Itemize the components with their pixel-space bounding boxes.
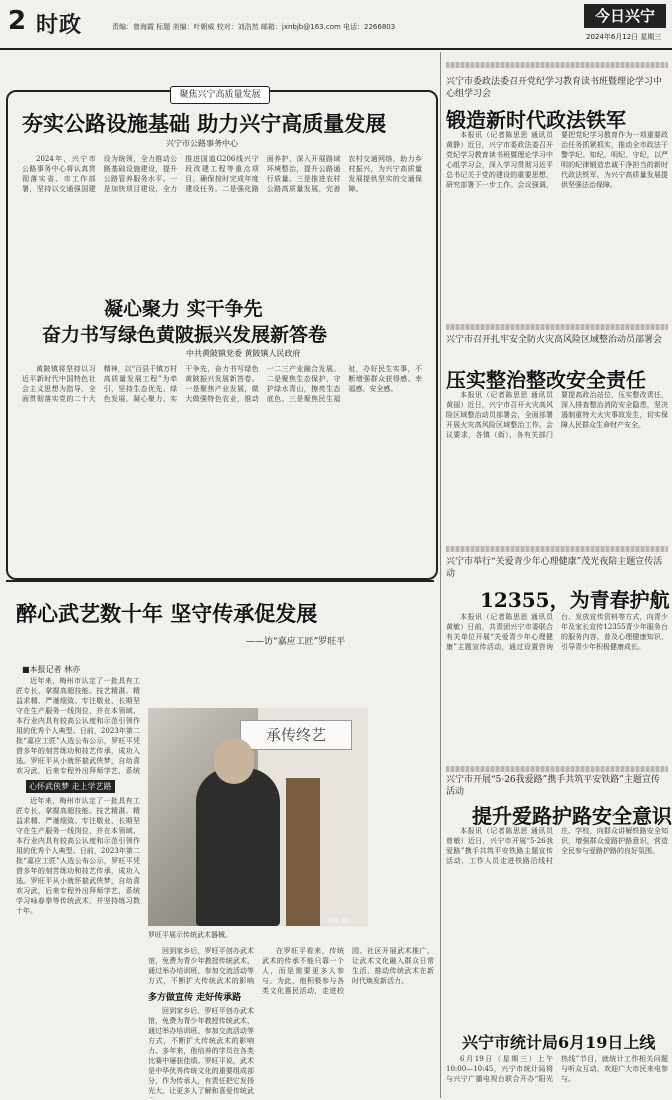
issue-date: 2024年6月12日 星期三	[586, 33, 662, 41]
news5-title: 兴宁市统计局6月19日上线	[462, 1033, 656, 1052]
photo-caption: 罗旺平展示传统武术器械。	[148, 931, 232, 939]
article3-reporter: ■本报记者 林亦	[22, 665, 81, 674]
article3-title: 醉心武艺数十年 坚守传承促发展	[16, 601, 318, 626]
news4-bar	[446, 766, 668, 772]
person-figure-icon	[196, 768, 280, 926]
editor-credits: 责编：曾海霞 标题 美编：叶朝威 校对：刘浩然 邮箱：jxnbjb@163.com 电话：2266803	[112, 23, 396, 31]
news2-body	[446, 390, 668, 550]
article3-body-left	[16, 676, 140, 774]
news2-kicker: 兴宁市召开扎牢安全防火灾高风险区域整治动员部署会	[446, 335, 663, 345]
wooden-dummy-icon	[286, 778, 320, 926]
article1-text: 2024年，兴宁市公路事务中心将认真贯彻落实省、市工作部署，坚持以交通强国建设为统领，全力推动公路基础设施建设，提升公路管养服务水平。一是加快项目建设，全力推进国道G206线兴宁段改建工程等重点项目，确保按时完成年度建设任务。二是强化路面养护，深入开展路域环境整治，提升公路通行质量。三是推进农村公路高质量发展，完善农村交通网络，助力乡村振兴，为兴宁高质量发展提供坚实的交通保障。	[22, 155, 422, 193]
news3-body	[446, 612, 668, 764]
article1-byline: 兴宁市公路事务中心	[166, 139, 238, 148]
article2-title-line1: 凝心聚力 实干争先	[104, 298, 263, 320]
article3-subhead1: 心怀武侠梦 走上学艺路	[26, 780, 115, 793]
article2-title-line2: 奋力书写绿色黄陂振兴发展新答卷	[42, 324, 328, 346]
article3-text-right: 在罗旺平看来，传统武术的传承不能只靠一个人，而是需要更多人参与。为此，他积极参与各类文化惠民活动，走进校园、社区开展武术推广，让武术文化融入群众日常生活，推动传统武术在新时代焕发新活力。	[262, 947, 434, 995]
news2-text: 本报讯（记者陈思思 通讯员黄丽）近日，兴宁市召开火灾高风险区域整治动员部署会，全面部署开展火灾高风险区域整治工作。会议要求，各镇（街）、各有关部门要提高政治站位，压实整改责任，深入排查整治消防安全隐患，坚决遏制重特大火灾事故发生，切实保障人民群众生命财产安全。	[446, 391, 668, 439]
article3-text-mid2: 回到家乡后，罗旺平创办武术馆，免费为青少年教授传统武术，通过举办培训班、参加交流活动等方式，不断扩大传统武术的影响力。多年来，他培养的学员在各类比赛中屡获佳绩。罗旺平说，武术是中华优秀传统文化的重要组成部分，作为传承人，有责任把它发扬光大，让更多人了解和喜爱传统武	[148, 1007, 254, 1095]
article3-body-mid2	[148, 1006, 254, 1098]
news5-text: 6月19日（星期三）上午10:00—10:45，兴宁市统计局将与兴宁广播电视台联合开办“阳光热线”节目，就统计工作相关问题与听众互动，欢迎广大市民来电参与。	[446, 1055, 668, 1083]
newspaper-logo: 今日兴宁	[584, 4, 666, 28]
person-head-icon	[214, 738, 254, 784]
news3-text: 本报讯（记者陈思思 通讯员黄敏）日前，共青团兴宁市委联合有关单位开展“关爱青少年心理健康”主题宣传活动，通过设置咨询台、发放宣传资料等方式，向青少年及家长宣传12355青少年服务台的服务内容，普及心理健康知识，引导青少年积极健康成长。	[446, 613, 668, 651]
article3-text-left2: 近年来，梅州市认定了一批具有工匠专长、掌握高超技能、技艺精湛、精益求精、严谨细致、专注敬业、长期坚守在生产服务一线岗位，并在本领域、本行业内具有较高公认度和示范引领作用的优秀个人典型。日前，2023年第二批“嘉应工匠”人选公布公示，罗旺平凭借多年的刻苦练功和技艺传承，成功入选。罗旺平从小就怀揣武侠梦，自幼喜欢习武，后来专程外出拜师学艺，系统学习咏春拳等传统武术，并坚持练习数十年。	[16, 797, 140, 915]
article3-text-mid: 回到家乡后，罗旺平创办武术馆，免费为青少年教授传统武术，通过举办培训班、参加交流活动等方式，不断扩大传统武术的影响	[148, 947, 254, 985]
article1-title: 夯实公路设施基础 助力兴宁高质量发展	[22, 111, 387, 136]
page-number: 2	[8, 6, 27, 36]
article3-photo	[148, 708, 368, 926]
news3-bar	[446, 546, 668, 552]
news1-text: 本报讯（记者陈思思 通讯员黄静）近日，兴宁市委政法委召开党纪学习教育读书班暨理论学习中心组学习会，深入学习贯彻习近平总书记关于党的建设的重要思想，研究部署下一步工作。会议强调，要把党纪学习教育作为一项重要政治任务抓紧抓实，推动全市政法干警学纪、知纪、明纪、守纪，以严明的纪律锻造忠诚干净担当的新时代政法铁军，为兴宁高质量发展提供坚强法治保障。	[446, 131, 668, 189]
masthead	[0, 0, 672, 50]
article1-body	[22, 154, 422, 278]
news2-bar	[446, 324, 668, 330]
article2-body	[22, 364, 422, 568]
news3-title: 12355，为青春护航	[480, 588, 670, 612]
news3-kicker: 兴宁市举行“关爱青少年心理健康”茂光夜陪主题宣传活动	[446, 557, 663, 579]
news5-body	[446, 1054, 668, 1098]
news4-title: 提升爱路护路安全意识	[472, 804, 672, 828]
article3-subtitle: ——访“嘉应工匠”罗旺平	[246, 637, 346, 647]
news1-title: 锻造新时代政法铁军	[446, 108, 626, 132]
article3-body-left2	[16, 796, 140, 1096]
article3-body-mid	[148, 946, 254, 986]
news4-kicker: 兴宁市开展“5·26我爱路”携手共筑平安铁路”主题宣传活动	[446, 775, 660, 797]
news1-kicker: 兴宁市委政法委召开党纪学习教育读书班暨理论学习中心组学习会	[446, 77, 663, 99]
news2-title: 压实整治整改安全责任	[446, 368, 646, 392]
article2-text: 黄陂镇将坚持以习近平新时代中国特色社会主义思想为指导，全面贯彻落实党的二十大精神，以“百县千镇万村高质量发展工程”为牵引，坚持生态优先、绿色发展，凝心聚力、实干争先，奋力书写绿色黄陂振兴发展新答卷。一是聚焦产业发展，做大做强特色农业，推动一二三产业融合发展。二是聚焦生态保护，守护绿水青山，擦亮生态底色。三是聚焦民生福祉，办好民生实事，不断增强群众获得感、幸福感、安全感。	[22, 365, 422, 403]
news4-text: 本报讯（记者陈思思 通讯员曾敏）近日，兴宁市开展“5·26我爱路”携手共筑平安铁路主题宣传活动，工作人员走进铁路沿线村庄、学校，向群众讲解铁路安全知识，增强群众爱路护路意识，营造全民参与爱路护路的良好氛围。	[446, 827, 668, 865]
article2-byline: 中共黄陂镇党委 黄陂镇人民政府	[186, 349, 301, 358]
photo-sign: 承传终艺	[240, 720, 352, 750]
right-column-divider	[440, 52, 441, 1098]
section-name: 时政	[36, 12, 83, 38]
photo-credit: （黄凯 摄）	[322, 918, 354, 925]
article3-top-rule	[6, 580, 434, 582]
news1-body	[446, 130, 668, 316]
article3-subhead2: 多方做宣传 走好传承路	[148, 993, 242, 1003]
article3-text-left: 近年来，梅州市认定了一批具有工匠专长、掌握高超技能、技艺精湛、精益求精、严谨细致、专注敬业、长期坚守在生产服务一线岗位，并在本领域、本行业内具有较高公认度和示范引领作用的优秀个人典型。日前，2023年第二批“嘉应工匠”人选公布公示，罗旺平凭借多年的刻苦练功和技艺传承，成功入选。罗旺平从小就怀揣武侠梦，自幼喜欢习武，后来专程外出拜师学艺，系统	[16, 677, 140, 774]
section-tag: 聚焦兴宁高质量发展	[170, 86, 270, 104]
news1-bar	[446, 62, 668, 68]
news4-body	[446, 826, 668, 1022]
article3-body-right	[262, 946, 434, 1098]
